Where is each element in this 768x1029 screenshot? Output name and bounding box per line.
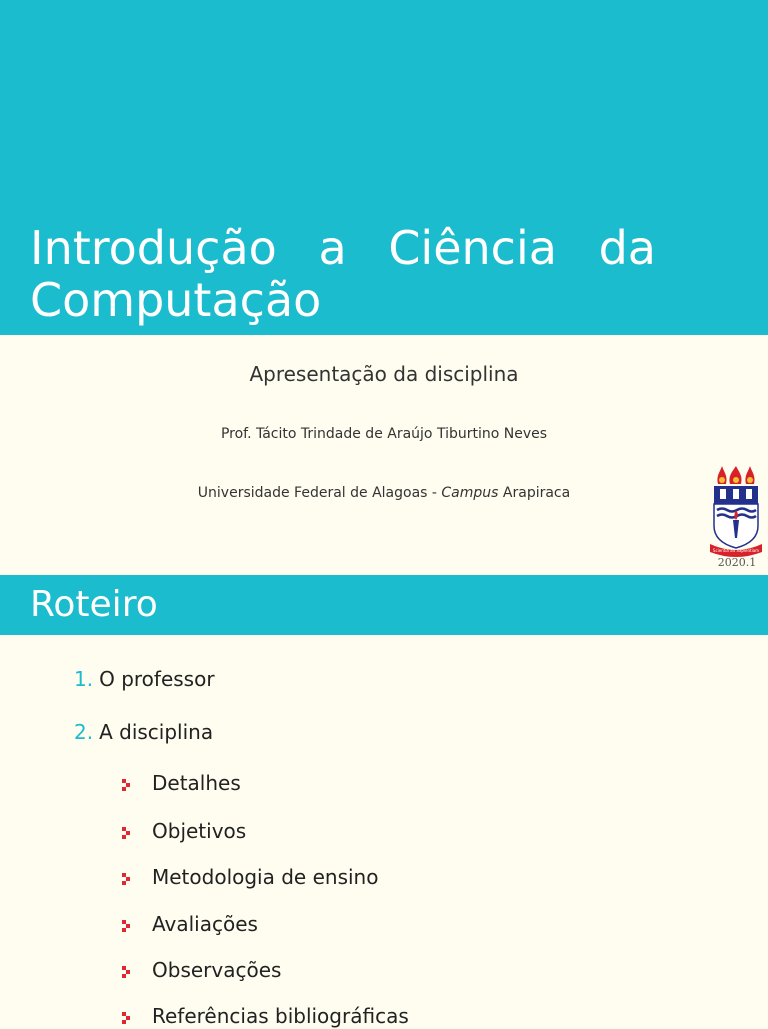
enumerate-item [74, 666, 215, 692]
subitem [122, 1003, 409, 1029]
institute-city: Arapiraca [498, 485, 571, 501]
institute-campus-word: Campus [441, 485, 499, 501]
subitem [122, 770, 241, 796]
bullet-arrow-icon [122, 1012, 133, 1024]
enumerate-label: O professor [99, 667, 215, 691]
subitem [122, 818, 246, 844]
presentation-title: Introdução a Ciência da Computação [30, 221, 656, 327]
subitem [122, 864, 378, 890]
enumerate-label: A disciplina [99, 720, 214, 744]
subitem-label: Metodologia de ensino [152, 865, 379, 889]
subitem-label: Avaliações [152, 912, 258, 936]
bullet-arrow-icon [122, 827, 133, 839]
enumerate-item [74, 719, 213, 745]
enumerate-number: 1. [74, 667, 94, 691]
bullet-arrow-icon [122, 966, 133, 978]
presentation-date: 2020.1 [717, 556, 757, 569]
bullet-arrow-icon [122, 873, 133, 885]
institute-name: Universidade Federal de Alagoas - [197, 485, 442, 501]
presentation-subtitle: Apresentação da disciplina [249, 362, 519, 386]
logo-motto: Scientia ad Sapientiam [712, 548, 760, 553]
subitem [122, 957, 281, 983]
bullet-arrow-icon [122, 779, 133, 791]
institute [0, 485, 768, 501]
enumerate-number: 2. [74, 720, 94, 744]
subitem-label: Observações [152, 958, 282, 982]
subitem-label: Detalhes [152, 771, 241, 795]
author-name: Prof. Tácito Trindade de Araújo Tiburtino Neves [220, 426, 548, 442]
bullet-arrow-icon [122, 920, 133, 932]
agenda-title: Roteiro [30, 584, 158, 625]
subitem-label: Objetivos [152, 819, 247, 843]
subitem [122, 911, 258, 937]
ufal-crest-icon [708, 464, 764, 558]
subitem-label: Referências bibliográficas [152, 1004, 409, 1028]
